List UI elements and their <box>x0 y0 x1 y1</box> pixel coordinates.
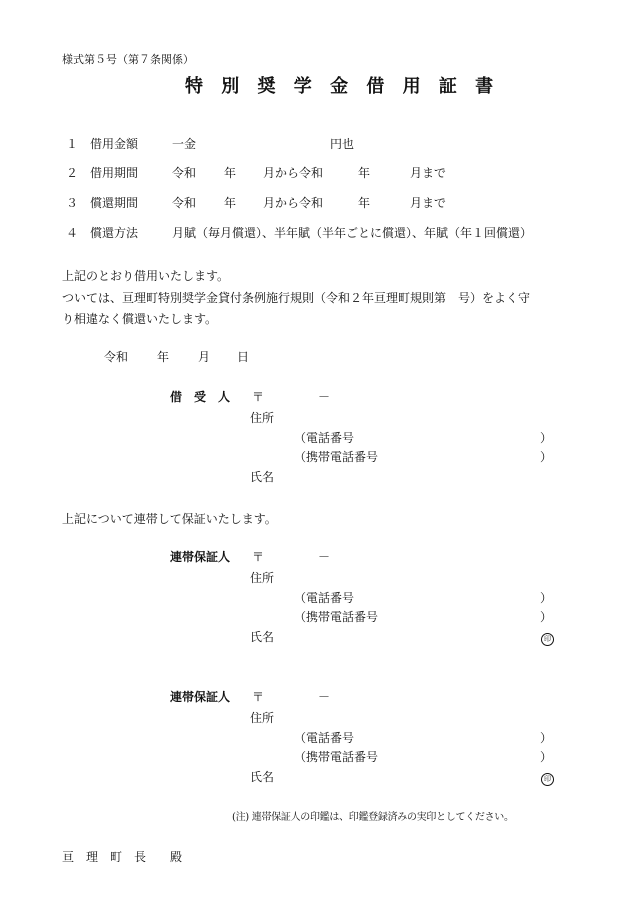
address-label: 住所 <box>250 711 275 725</box>
name-label: 氏名 <box>250 470 275 484</box>
item-number: ３ <box>66 196 79 210</box>
month-from-label: 月から令和 <box>263 166 324 180</box>
mobile-label: （携帯電話番号 <box>294 450 379 464</box>
amount-prefix: 一金 <box>172 137 197 151</box>
statement-line-3: り相違なく償還いたします。 <box>62 312 218 326</box>
postal-mark: 〒 <box>252 690 265 704</box>
month-to-label: 月まで <box>410 166 447 180</box>
borrower-role: 借 受 人 <box>170 390 231 404</box>
postal-mark: 〒 <box>252 550 265 564</box>
item-label: 償還方法 <box>90 226 139 240</box>
mobile-close-paren: ） <box>540 610 553 624</box>
month-to-label: 月まで <box>410 196 447 210</box>
seal-mark <box>541 630 554 646</box>
address-label: 住所 <box>250 411 275 425</box>
date-month: 月 <box>198 350 211 364</box>
guarantor-role: 連帯保証人 <box>170 550 231 564</box>
mobile-label: （携帯電話番号 <box>294 750 379 764</box>
phone-label: （電話番号 <box>294 591 355 605</box>
mobile-close-paren: ） <box>540 450 553 464</box>
guarantor-statement: 上記について連帯して保証いたします。 <box>62 512 277 526</box>
amount-suffix: 円也 <box>330 137 355 151</box>
date-day: 日 <box>237 350 250 364</box>
mobile-label: （携帯電話番号 <box>294 610 379 624</box>
year-label: 年 <box>358 196 371 210</box>
mobile-close-paren: ） <box>540 750 553 764</box>
year-label: 年 <box>224 196 237 210</box>
name-label: 氏名 <box>250 630 275 644</box>
postal-dash: － <box>318 550 331 564</box>
era-label: 令和 <box>172 196 197 210</box>
item-number: １ <box>66 137 79 151</box>
seal-mark <box>541 770 554 786</box>
month-from-label: 月から令和 <box>263 196 324 210</box>
form-number: 様式第５号（第７条関係） <box>62 53 194 66</box>
seal-icon: 印 <box>541 633 554 646</box>
phone-close-paren: ） <box>540 431 553 445</box>
item-label: 借用期間 <box>90 166 139 180</box>
postal-mark: 〒 <box>252 390 265 404</box>
seal-note: (注) 連帯保証人の印鑑は、印鑑登録済みの実印としてください。 <box>232 812 514 823</box>
phone-label: （電話番号 <box>294 731 355 745</box>
date-era: 令和 <box>104 350 129 364</box>
repayment-method-options: 月賦（毎月償還）、半年賦（半年ごとに償還）、年賦（年１回償還） <box>172 226 533 240</box>
addressee: 亘 理 町 長 殿 <box>62 850 183 864</box>
document-title: 特 別 奨 学 金 借 用 証 書 <box>185 76 500 97</box>
era-label: 令和 <box>172 166 197 180</box>
phone-close-paren: ） <box>540 591 553 605</box>
date-year: 年 <box>157 350 170 364</box>
year-label: 年 <box>224 166 237 180</box>
phone-close-paren: ） <box>540 731 553 745</box>
item-number: ４ <box>66 226 79 240</box>
address-label: 住所 <box>250 571 275 585</box>
phone-label: （電話番号 <box>294 431 355 445</box>
year-label: 年 <box>358 166 371 180</box>
name-label: 氏名 <box>250 770 275 784</box>
item-label: 償還期間 <box>90 196 139 210</box>
seal-icon: 印 <box>541 773 554 786</box>
postal-dash: － <box>318 390 331 404</box>
statement-line-2: ついては、亘理町特別奨学金貸付条例施行規則（令和２年亘理町規則第 号）をよく守 <box>62 291 531 305</box>
postal-dash: － <box>318 690 331 704</box>
statement-line-1: 上記のとおり借用いたします。 <box>62 269 230 283</box>
item-label: 借用金額 <box>90 137 139 151</box>
guarantor-role: 連帯保証人 <box>170 690 231 704</box>
item-number: ２ <box>66 166 79 180</box>
